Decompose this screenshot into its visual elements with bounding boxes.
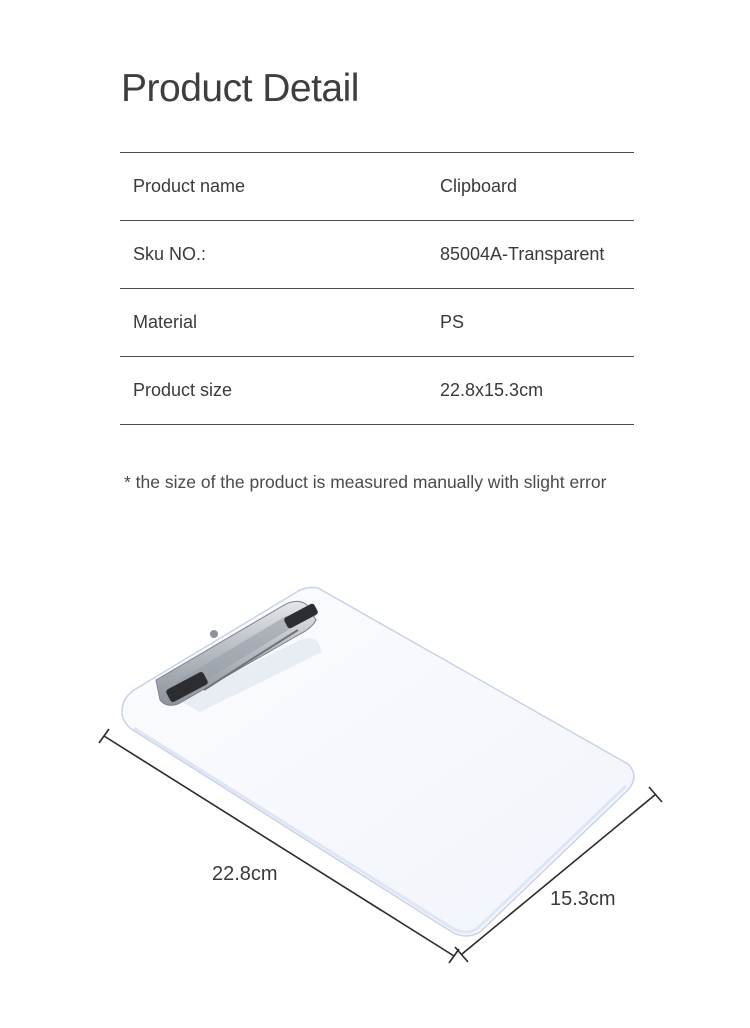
clipboard-board	[122, 587, 634, 936]
spec-label: Sku NO.:	[133, 244, 207, 264]
spec-label: Product name	[133, 176, 246, 196]
measurement-note: * the size of the product is measured manually with slight error	[124, 472, 607, 492]
spec-label: Product size	[133, 380, 233, 400]
product-spec-table	[120, 152, 634, 425]
spec-row-material	[120, 289, 634, 357]
clipboard-illustration	[0, 560, 750, 1000]
spec-row-product-name	[120, 153, 634, 221]
spec-value: 22.8x15.3cm	[440, 380, 544, 400]
spec-label: Material	[133, 312, 198, 332]
spec-row-sku	[120, 221, 634, 289]
clip-rivet	[210, 630, 218, 638]
width-label: 15.3cm	[550, 888, 616, 910]
spec-value: Clipboard	[440, 176, 518, 196]
spec-value: PS	[440, 312, 465, 332]
spec-value: 85004A-Transparent	[440, 244, 605, 264]
length-label: 22.8cm	[212, 863, 278, 885]
spec-row-product-size	[120, 357, 634, 425]
page-title: Product Detail	[121, 67, 359, 110]
